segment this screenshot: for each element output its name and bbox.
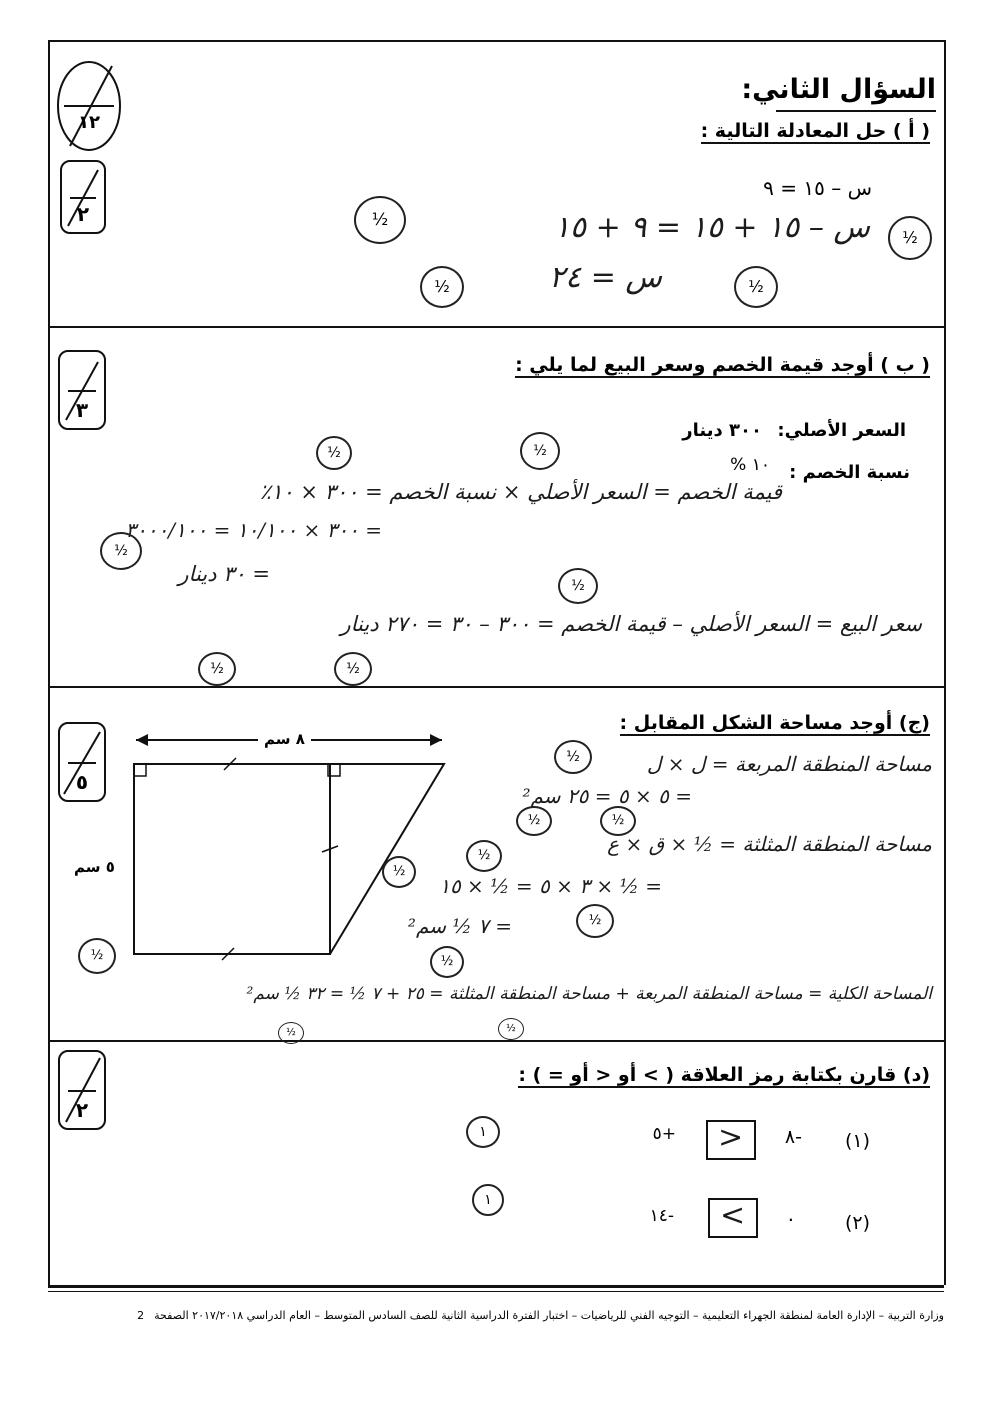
compare-row-1-number: (١) <box>844 1130 870 1152</box>
part-d-score: ٢ <box>75 1098 89 1122</box>
part-c-work-line2: = ٥ × ٥ = ٢٥ سم² <box>522 784 692 808</box>
part-a-equation: س – ١٥ = ٩ <box>763 176 872 200</box>
total-score-oval <box>56 60 122 152</box>
part-b-work-line1: قيمة الخصم = السعر الأصلي × نسبة الخصم = ٣٠٠ × ١٠٪ <box>259 480 782 504</box>
price-label: السعر الأصلي: <box>777 420 906 441</box>
half-mark-icon: ½ <box>600 806 636 836</box>
part-b-work-line3: = ٣٠ دينار <box>178 562 270 586</box>
part-d-score-box <box>58 1050 106 1130</box>
half-mark-icon: ½ <box>100 532 142 570</box>
half-mark-icon: ½ <box>78 938 116 974</box>
compare-row-1-right: +٥ <box>652 1124 676 1144</box>
footer-rule <box>48 1291 944 1292</box>
discount-value: ١٠ % <box>730 455 770 475</box>
frame-bottom-border <box>48 1285 944 1288</box>
footer-text: وزارة التربية – الإدارة العامة لمنطقة الجهراء التعليمية – التوجيه الفني للرياضيات – اختبار الفترة الدراسية الثانية للصف السادس المتوسط – العام الدراسي ٢٠١٧/٢٠١٨ الصفحة <box>154 1309 944 1322</box>
compare-row-2-answer-box[interactable] <box>708 1198 758 1238</box>
half-mark-icon: ½ <box>558 568 598 604</box>
mark-circle-icon: ١ <box>472 1184 504 1216</box>
half-mark-icon: ½ <box>354 196 406 244</box>
part-b-heading: ( ب ) أوجد قيمة الخصم وسعر البيع لما يلي : <box>515 354 930 376</box>
half-mark-icon: ½ <box>430 946 464 978</box>
part-a-score-box <box>60 160 106 234</box>
compare-row-1-symbol: > <box>718 1120 744 1155</box>
half-mark-icon: ½ <box>316 436 352 470</box>
part-c-work-line5: = ٧ ½ سم² <box>407 914 512 938</box>
half-mark-icon: ½ <box>520 432 560 470</box>
half-mark-icon: ½ <box>334 652 372 686</box>
part-a-score: ٢ <box>76 202 90 226</box>
half-mark-icon: ½ <box>734 266 778 308</box>
question-title-underline <box>776 110 936 112</box>
half-mark-icon: ½ <box>278 1022 304 1044</box>
half-mark-icon: ½ <box>888 216 932 260</box>
part-b-work-line4: سعر البيع = السعر الأصلي – قيمة الخصم = ٣٠٠ – ٣٠ = ٢٧٠ دينار <box>340 612 922 636</box>
part-c-work-line3: مساحة المنطقة المثلثة = ½ × ق × ع <box>607 832 932 856</box>
part-a-heading: ( أ ) حل المعادلة التالية : <box>700 120 930 142</box>
compare-row-2-number: (٢) <box>844 1212 870 1234</box>
half-mark-icon: ½ <box>198 652 236 686</box>
half-mark-icon: ½ <box>554 740 592 774</box>
frame-top-border <box>48 40 944 42</box>
compare-row-1-answer-box[interactable] <box>706 1120 756 1160</box>
part-c-score-box <box>58 722 106 802</box>
part-c-work-line4: = ½ × ٣ × ٥ = ½ × ١٥ <box>439 874 662 898</box>
half-mark-icon: ½ <box>466 840 502 872</box>
section-divider-c-d <box>48 1040 944 1042</box>
section-divider-b-c <box>48 686 944 688</box>
part-a-work-line2: س = ٢٤ <box>548 260 662 295</box>
part-c-score: ٥ <box>75 770 89 794</box>
half-mark-icon: ½ <box>576 904 614 938</box>
part-d-heading: (د) قارن بكتابة رمز العلاقة ( > أو < أو = ) : <box>518 1064 930 1086</box>
price-value: ٣٠٠ دينار <box>682 420 762 441</box>
half-mark-icon: ½ <box>420 266 464 308</box>
half-mark-icon: ½ <box>498 1018 524 1040</box>
part-b-work-line2: = ٣٠٠ × ١٠/١٠٠ = ٣٠٠٠/١٠٠ <box>125 518 382 542</box>
mark-circle-icon: ١ <box>466 1116 500 1148</box>
part-b-score: ٣ <box>75 398 89 422</box>
part-b-score-box <box>58 350 106 430</box>
half-mark-icon: ½ <box>382 856 416 888</box>
compare-row-1-left: -٨ <box>784 1126 802 1148</box>
part-c-work-line6: المساحة الكلية = مساحة المنطقة المربعة + مساحة المنطقة المثلثة = ٢٥ + ٧ ½ = ٣٢ ½ سم² <box>246 984 932 1004</box>
dim-width-label: ٨ سم <box>258 730 311 748</box>
compare-row-2-left: ٠ <box>785 1208 796 1230</box>
part-a-work-line1: س – ١٥ + ١٥ = ٩ + ١٥ <box>553 210 870 245</box>
page-footer <box>48 1309 944 1322</box>
total-score-value: ١٢ <box>78 112 100 133</box>
compare-row-2-right: -١٤ <box>649 1206 674 1226</box>
part-c-heading: (ج) أوجد مساحة الشكل المقابل : <box>619 712 930 734</box>
dim-height-label: ٥ سم <box>74 858 115 876</box>
discount-label: نسبة الخصم : <box>789 462 910 483</box>
section-divider-a-b <box>48 326 944 328</box>
page-number: 2 <box>137 1309 145 1322</box>
half-mark-icon: ½ <box>516 806 552 836</box>
part-c-work-line1: مساحة المنطقة المربعة = ل × ل <box>646 752 932 776</box>
compare-row-2-symbol: < <box>720 1198 746 1233</box>
question-title: السؤال الثاني: <box>741 74 936 105</box>
